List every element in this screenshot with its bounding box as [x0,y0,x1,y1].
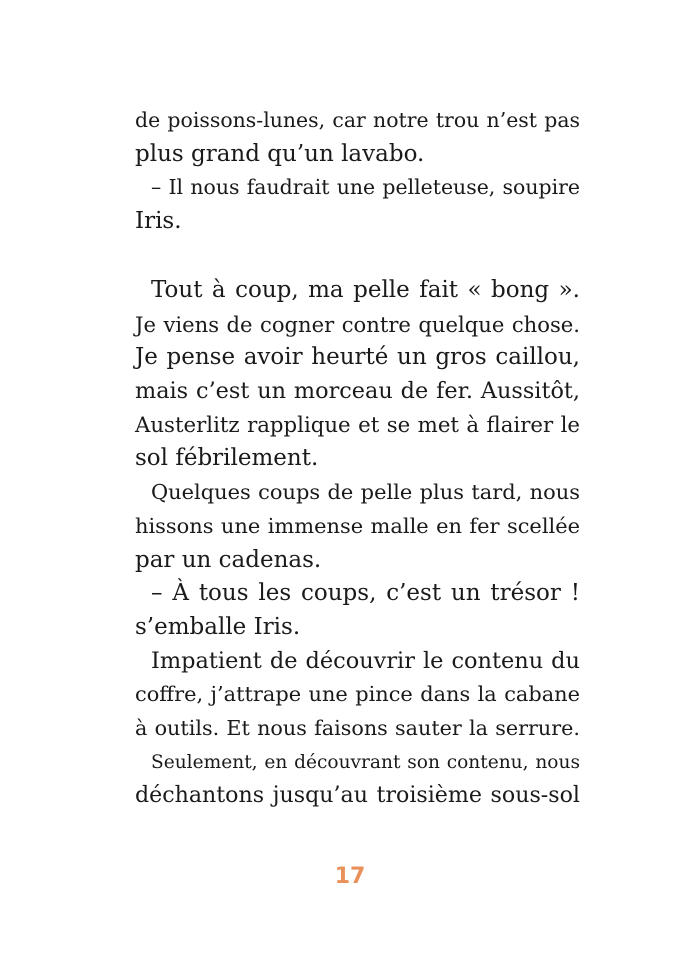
text-line: déchantons jusqu’au troisième sous-sol [135,782,580,809]
text-line: Je viens de cogner contre quelque chose. [135,311,580,337]
text-line: sol fébrilement. [135,445,319,472]
text-line: – Il nous faudrait une pelleteuse, soupire [151,175,580,200]
text-line: Quelques coups de pelle plus tard, nous [151,480,580,505]
text-line: coffre, j’attrape une pince dans la cabane [135,682,580,707]
text-line: Je pense avoir heurté un gros caillou, [135,344,580,371]
page-number: 17 [334,864,366,889]
text-block-1 [135,104,580,239]
text-line: plus grand qu’un lavabo. [135,140,425,167]
text-line: Austerlitz rapplique et se met à flairer le [135,412,580,438]
text-line: s’emballe Iris. [135,613,301,640]
text-line: Tout à coup, ma pelle fait « bong ». [151,277,580,303]
text-block-2 [135,274,580,813]
text-line: de poissons-lunes, car notre trou n’est pas [135,108,580,132]
text-line: Iris. [135,208,182,235]
text-line: – À tous les coups, c’est un trésor ! [151,580,580,607]
text-line: Seulement, en découvrant son contenu, nous [151,751,580,773]
text-line: Impatient de découvrir le contenu du [151,647,580,674]
text-line: à outils. Et nous faisons sauter la serrure. [135,715,580,740]
text-line: par un cadenas. [135,546,322,573]
text-line: mais c’est un morceau de fer. Aussitôt, [135,378,580,405]
text-line: hissons une immense malle en fer scellée [135,513,580,538]
